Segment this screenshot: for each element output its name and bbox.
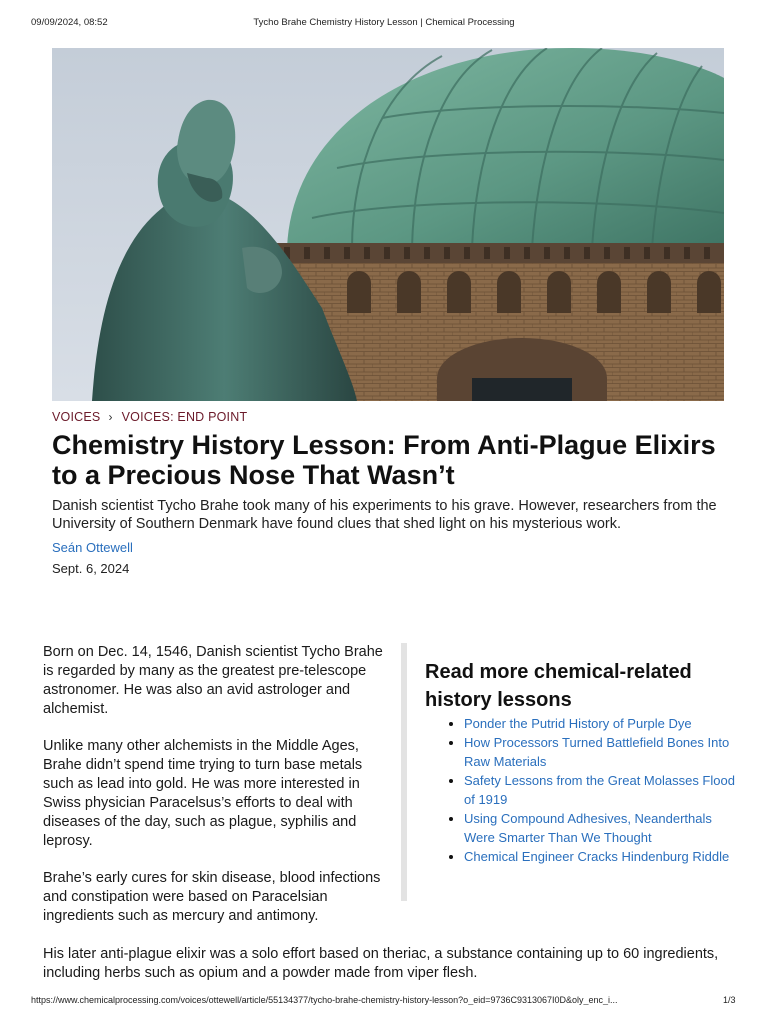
body-paragraph: Brahe’s early cures for skin disease, blood infections and constipation were based on Paracelsian ingredients such as mercury and antimony. bbox=[43, 870, 381, 924]
hero-image bbox=[52, 48, 724, 401]
breadcrumb-voices[interactable]: VOICES bbox=[52, 410, 101, 424]
chevron-right-icon: › bbox=[108, 410, 113, 424]
body-paragraph-full-width: His later anti-plague elixir was a solo effort based on theriac, a substance containing up to 60 ingredients, including herbs such as opium and a powder made from viper flesh. bbox=[43, 946, 719, 981]
print-document-title: Tycho Brahe Chemistry History Lesson | Chemical Processing bbox=[253, 17, 515, 28]
list-item bbox=[464, 771, 744, 809]
related-link-molasses-flood[interactable]: Safety Lessons from the Great Molasses Flood of 1919 bbox=[464, 773, 735, 807]
article-dek: Danish scientist Tycho Brahe took many of his experiments to his grave. However, researchers from the University of Southern Denmark have found clues that shed light on his mysterious work. bbox=[52, 498, 717, 532]
body-paragraph: Unlike many other alchemists in the Middle Ages, Brahe didn’t spend time trying to turn base metals such as lead into gold. He was more interested in Swiss physician Paracelsus’s efforts to deal with diseases of the day, such as plague, syphilis and leprosy. bbox=[43, 738, 363, 849]
publish-date: Sept. 6, 2024 bbox=[52, 561, 130, 576]
sidebar-title: Read more chemical-related history lessons bbox=[425, 661, 692, 711]
related-link-neanderthals[interactable]: Using Compound Adhesives, Neanderthals Were Smarter Than We Thought bbox=[464, 811, 712, 845]
related-link-battlefield-bones[interactable]: How Processors Turned Battlefield Bones Into Raw Materials bbox=[464, 735, 730, 769]
page-number: 1/3 bbox=[723, 995, 736, 1005]
print-url: https://www.chemicalprocessing.com/voices/ottewell/article/55134377/tycho-brahe-chemistry-history-lesson?o_eid=9736C9313067I0D&oly_enc_i... bbox=[31, 995, 618, 1005]
related-link-purple-dye[interactable]: Ponder the Putrid History of Purple Dye bbox=[464, 716, 692, 731]
breadcrumb bbox=[52, 410, 247, 424]
article-body bbox=[43, 643, 393, 944]
print-footer bbox=[0, 995, 768, 1009]
print-datetime: 09/09/2024, 08:52 bbox=[31, 17, 108, 28]
list-item bbox=[464, 714, 744, 733]
article-headline: Chemistry History Lesson: From Anti-Plague Elixirs to a Precious Nose That Wasn’t bbox=[52, 430, 716, 490]
breadcrumb-voices-end-point[interactable]: VOICES: END POINT bbox=[121, 410, 248, 424]
list-item bbox=[464, 847, 744, 866]
author-link[interactable]: Seán Ottewell bbox=[52, 540, 133, 555]
list-item bbox=[464, 809, 744, 847]
body-paragraph: Born on Dec. 14, 1546, Danish scientist Tycho Brahe is regarded by many as the greatest pre-telescope astronomer. He was also an avid astrologer and alchemist. bbox=[43, 644, 383, 717]
related-links-list bbox=[443, 714, 744, 866]
list-item bbox=[464, 733, 744, 771]
related-lessons-sidebar bbox=[401, 643, 735, 901]
print-header bbox=[0, 17, 768, 31]
related-link-hindenburg[interactable]: Chemical Engineer Cracks Hindenburg Riddle bbox=[464, 849, 730, 864]
hero-illustration bbox=[52, 48, 724, 401]
